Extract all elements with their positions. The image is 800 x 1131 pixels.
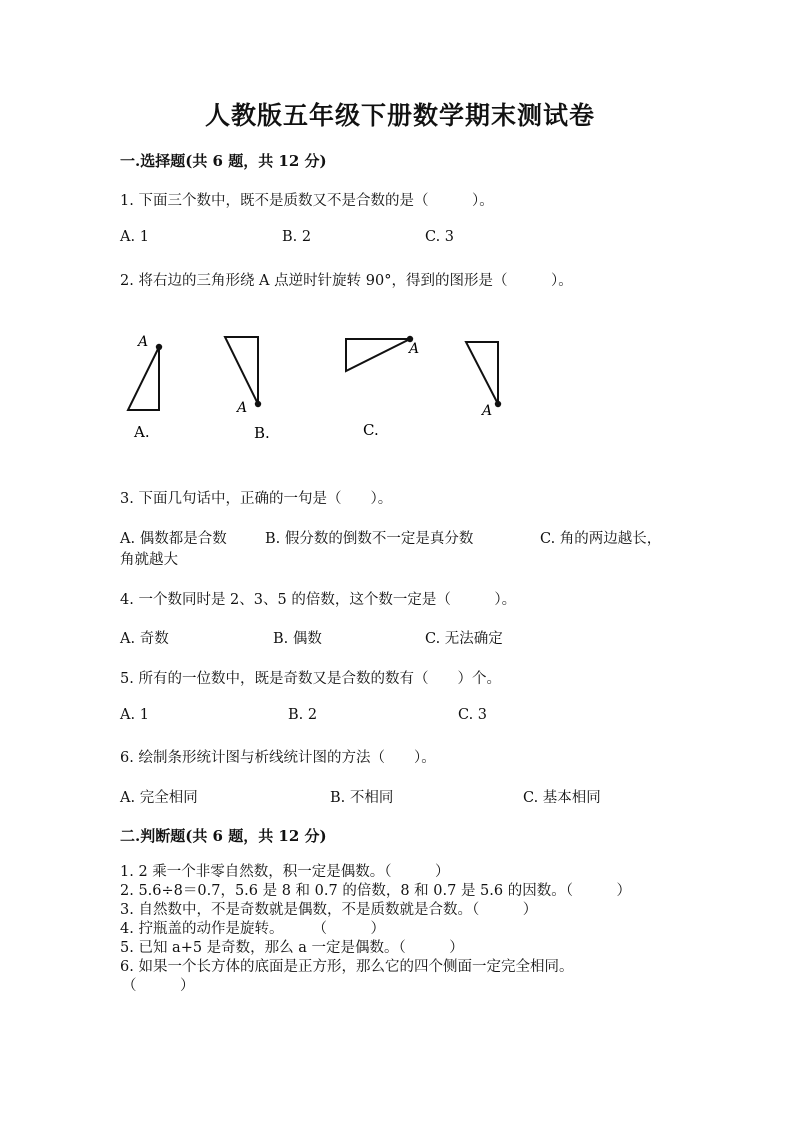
q5-option-c: C. 3 — [458, 707, 488, 723]
triangle-b — [225, 337, 258, 404]
q1-option-b: B. 2 — [282, 229, 312, 245]
q5-option-b: B. 2 — [288, 707, 318, 723]
point-label-c: A — [409, 341, 420, 357]
section-1-heading: 一.选择题(共 6 题，共 12 分) — [120, 152, 327, 170]
figure-label-b: B. — [254, 424, 270, 442]
point-a-dot-original — [495, 401, 501, 407]
q4-option-a: A. 奇数 — [120, 631, 169, 647]
q6-option-c: C. 基本相同 — [523, 790, 601, 806]
question-2: 2. 将右边的三角形绕 A 点逆时针旋转 90°，得到的图形是（ ）。 — [120, 273, 573, 289]
triangle-figures-svg — [110, 320, 530, 450]
q3-option-c-continued: 角就越大 — [120, 552, 178, 568]
rotation-figure — [110, 320, 530, 450]
q6-option-a: A. 完全相同 — [120, 790, 198, 806]
question-5: 5. 所有的一位数中，既是奇数又是合数的数有（ ）个。 — [120, 671, 501, 687]
judgment-1: 1. 2 乘一个非零自然数，积一定是偶数。（ ） — [120, 864, 450, 880]
question-1: 1. 下面三个数中，既不是质数又不是合数的是（ ）。 — [120, 193, 494, 209]
triangle-c — [346, 339, 410, 371]
q1-option-c: C. 3 — [425, 229, 455, 245]
point-label-a: A — [138, 334, 149, 350]
q4-option-b: B. 偶数 — [273, 631, 322, 647]
q3-option-b: B. 假分数的倒数不一定是真分数 — [265, 531, 474, 547]
q5-option-a: A. 1 — [120, 707, 149, 723]
judgment-6-blank: （ ） — [122, 978, 195, 994]
question-3: 3. 下面几句话中，正确的一句是（ ）。 — [120, 491, 393, 507]
judgment-5: 5. 已知 a+5 是奇数，那么 a 一定是偶数。（ ） — [120, 940, 464, 956]
figure-label-a: A. — [134, 423, 150, 441]
judgment-3: 3. 自然数中，不是奇数就是偶数，不是质数就是合数。（ ） — [120, 902, 538, 918]
q6-option-b: B. 不相同 — [330, 790, 394, 806]
page-title: 人教版五年级下册数学期末测试卷 — [204, 101, 595, 130]
point-label-original: A — [482, 403, 493, 419]
point-label-b: A — [237, 400, 248, 416]
figure-label-c: C. — [363, 421, 379, 439]
q3-option-a: A. 偶数都是合数 — [120, 531, 227, 547]
question-6: 6. 绘制条形统计图与析线统计图的方法（ ）。 — [120, 750, 436, 766]
question-4: 4. 一个数同时是 2、3、5 的倍数，这个数一定是（ ）。 — [120, 592, 517, 608]
point-a-dot-b — [255, 401, 261, 407]
point-a-dot-a — [156, 344, 162, 350]
q1-option-a: A. 1 — [120, 229, 149, 245]
q4-option-c: C. 无法确定 — [425, 631, 503, 647]
q3-option-c: C. 角的两边越长， — [540, 531, 662, 547]
triangle-a — [128, 347, 159, 410]
section-2-heading: 二.判断题(共 6 题，共 12 分) — [120, 827, 327, 845]
judgment-2: 2. 5.6÷8＝0.7，5.6 是 8 和 0.7 的倍数，8 和 0.7 是 5.6 的因数。（ ） — [120, 883, 631, 899]
judgment-4: 4. 拧瓶盖的动作是旋转。 （ ） — [120, 921, 385, 937]
judgment-6: 6. 如果一个长方体的底面是正方形，那么它的四个侧面一定完全相同。 — [120, 959, 574, 975]
triangle-original — [466, 342, 498, 404]
